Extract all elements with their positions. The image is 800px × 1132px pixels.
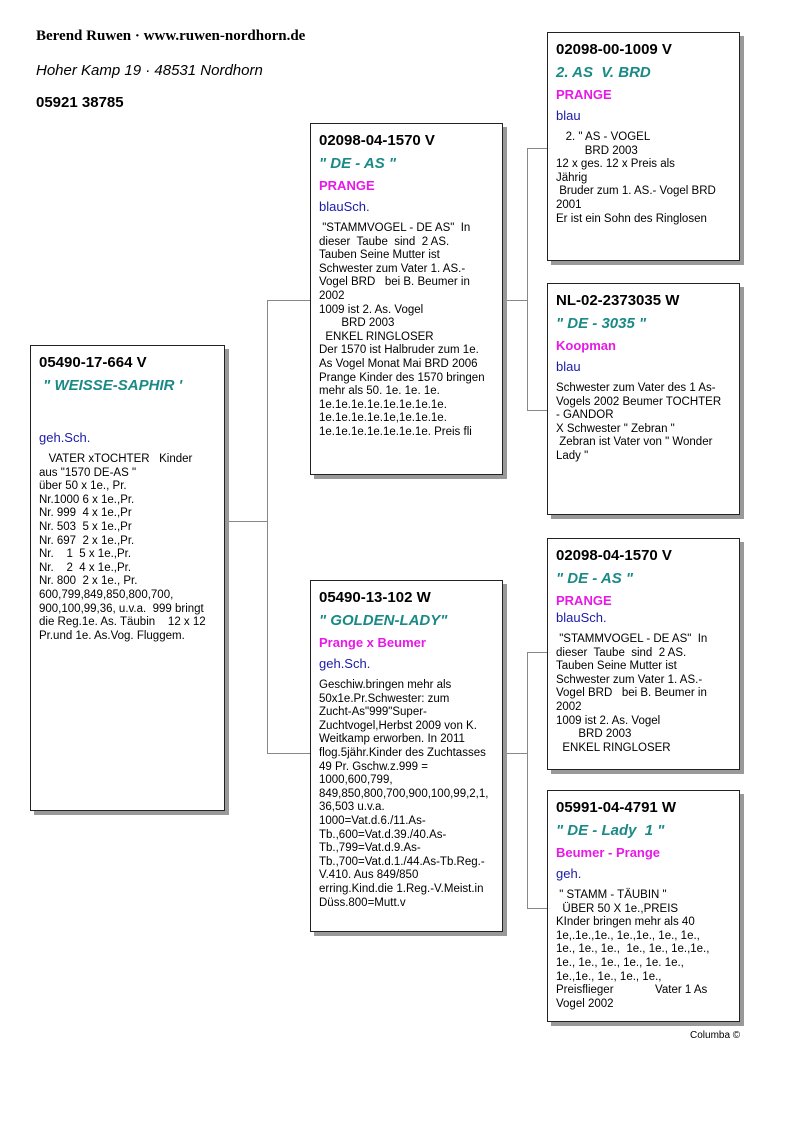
breeder-label: Beumer - Prange (556, 845, 661, 860)
pigeon-name: " GOLDEN-LADY" (319, 612, 448, 629)
ring-number: 02098-04-1570 V (319, 132, 435, 149)
pigeon-name: " DE - AS " (319, 155, 397, 172)
pigeon-name: " DE - 3035 " (556, 315, 647, 332)
description-text: "STAMMVOGEL - DE AS" In dieser Taube sind 2 AS. Tauben Seine Mutter ist Schwester zum Vater 1. AS.- Vogel BRD bei B. Beumer in 2002 1009 ist 2. As. Vogel BRD 2003 ENKEL RINGLOSER (556, 633, 708, 754)
breeder-label: PRANGE (556, 593, 612, 608)
breeder-label: PRANGE (319, 178, 375, 193)
description-text: "STAMMVOGEL - DE AS" In dieser Taube sind 2 AS. Tauben Seine Mutter ist Schwester zum Vater 1. AS.- Vogel BRD bei B. Beumer in 2002 1009 ist 2. As. Vogel BRD 2003 ENKEL RINGLOSER Der 1570 ist Halbruder zum 1e. As Vogel Monat Mai BRD 2006 Prange Kinder des 1570 bringen mehr als 50. 1e. 1e. 1e. 1e.1e.1e.1e.1e.1e.1e.1e. 1e.1e.1e.1e.1e,1e.1e.1e. 1e.1e.1e.1e.1e.1e.1e. Preis fli (319, 222, 485, 438)
pigeon-name: " DE - Lady 1 " (556, 822, 665, 839)
pigeon-name: 2. AS V. BRD (556, 64, 651, 81)
color-label: blau (556, 108, 581, 123)
ring-number: 02098-04-1570 V (556, 547, 672, 564)
description-text: 2. " AS - VOGEL BRD 2003 12 x ges. 12 x Preis als Jährig Bruder zum 1. AS.- Vogel BRD 2001 Er ist ein Sohn des Ringlosen (556, 131, 716, 225)
connector-to-father (267, 300, 310, 301)
color-label: blauSch. (319, 199, 370, 214)
pigeon-card-father (310, 123, 503, 475)
pigeon-name: " WEISSE-SAPHIR ' (39, 377, 183, 394)
connector-father-out (503, 300, 527, 301)
breeder-label: PRANGE (556, 87, 612, 102)
connector-to-ff (527, 148, 547, 149)
breeder-address: Hoher Kamp 19 · 48531 Nordhorn (36, 62, 263, 79)
description-text: " STAMM - TÄUBIN " ÜBER 50 X 1e.,PREIS KInder bringen mehr als 40 1e,.1e.,1e., 1e.,1e., 1e., 1e., 1e., 1e., 1e., 1e., 1e., 1e.,1e., 1e., 1e., 1e., 1e., 1e. 1e., 1e.,1e., 1e., 1e., 1e., Preisflieger Vater 1 As Vogel 2002 (556, 889, 710, 1010)
connector-to-mm (527, 908, 547, 909)
connector-main-to-parents (225, 521, 268, 522)
connector-mother-vertical (527, 652, 528, 909)
ring-number: NL-02-2373035 W (556, 292, 680, 309)
color-label: geh.Sch. (319, 656, 371, 671)
connector-parents-vertical (267, 300, 268, 753)
pigeon-card-father-mother (547, 283, 740, 515)
pigeon-card-father-father (547, 32, 740, 261)
ring-number: 05490-13-102 W (319, 589, 431, 606)
breeder-label: Prange x Beumer (319, 635, 426, 650)
breeder-name-website: Berend Ruwen · www.ruwen-nordhorn.de (36, 28, 306, 44)
color-label: blau (556, 359, 581, 374)
description-text: Schwester zum Vater des 1 As- Vogels 2002 Beumer TOCHTER - GANDOR X Schwester " Zebran " Zebran ist Vater von " Wonder Lady " (556, 382, 722, 462)
breeder-label: Koopman (556, 338, 616, 353)
ring-number: 05991-04-4791 W (556, 799, 677, 816)
connector-to-mf (527, 652, 547, 653)
pigeon-card-main (30, 345, 225, 811)
ring-number: 02098-00-1009 V (556, 41, 672, 58)
breeder-phone: 05921 38785 (36, 94, 124, 111)
pigeon-card-mother-mother (547, 790, 740, 1022)
connector-mother-out (503, 753, 527, 754)
connector-father-vertical (527, 148, 528, 411)
color-label: geh.Sch. (39, 430, 91, 445)
connector-to-fm (527, 410, 547, 411)
pigeon-card-mother (310, 580, 503, 932)
ring-number: 05490-17-664 V (39, 354, 147, 371)
color-label: blauSch. (556, 610, 607, 625)
footer-credit: Columba © (690, 1030, 741, 1041)
color-label: geh. (556, 866, 582, 881)
pigeon-card-mother-father (547, 538, 740, 770)
description-text: VATER xTOCHTER Kinder aus "1570 DE-AS " über 50 x 1e., Pr. Nr.1000 6 x 1e.,Pr. Nr. 999 4 x 1e.,Pr Nr. 503 5 x 1e.,Pr Nr. 697 2 x 1e.,Pr. Nr. 1 5 x 1e.,Pr. Nr. 2 4 x 1e.,Pr. Nr. 800 2 x 1e., Pr. 600,799,849,850,800,700, 900,100,99,36, u.v.a. 999 bringt die Reg.1e. As. Täubin 12 x 12 Pr.und 1e. As.Vog. Fluggem. (39, 453, 206, 642)
breeder-label (39, 400, 218, 424)
connector-to-mother (267, 753, 310, 754)
description-text: Geschiw.bringen mehr als 50x1e.Pr.Schwester: zum Zucht-As"999"Super- Zuchtvogel,Herbst 2009 von K. Weitkamp erworben. In 2011 flog.5jähr.Kinder des Zuchtasses 49 Pr. Gschw.z.999 = 1000,600,799, 849,850,800,700,900,100,99,2,1, 36,503 u.v.a. 1000=Vat.d.6./11.As- Tb.,600=Vat.d.39./40.As- Tb.,799=Vat.d.9.As- Tb.,700=Vat.d.1./44.As-Tb.Reg.- V.410. Aus 849/850 erring.Kind.die 1.Reg.-V.Meist.in Düss.800=Mutt.v (319, 679, 489, 909)
pigeon-name: " DE - AS " (556, 570, 634, 587)
